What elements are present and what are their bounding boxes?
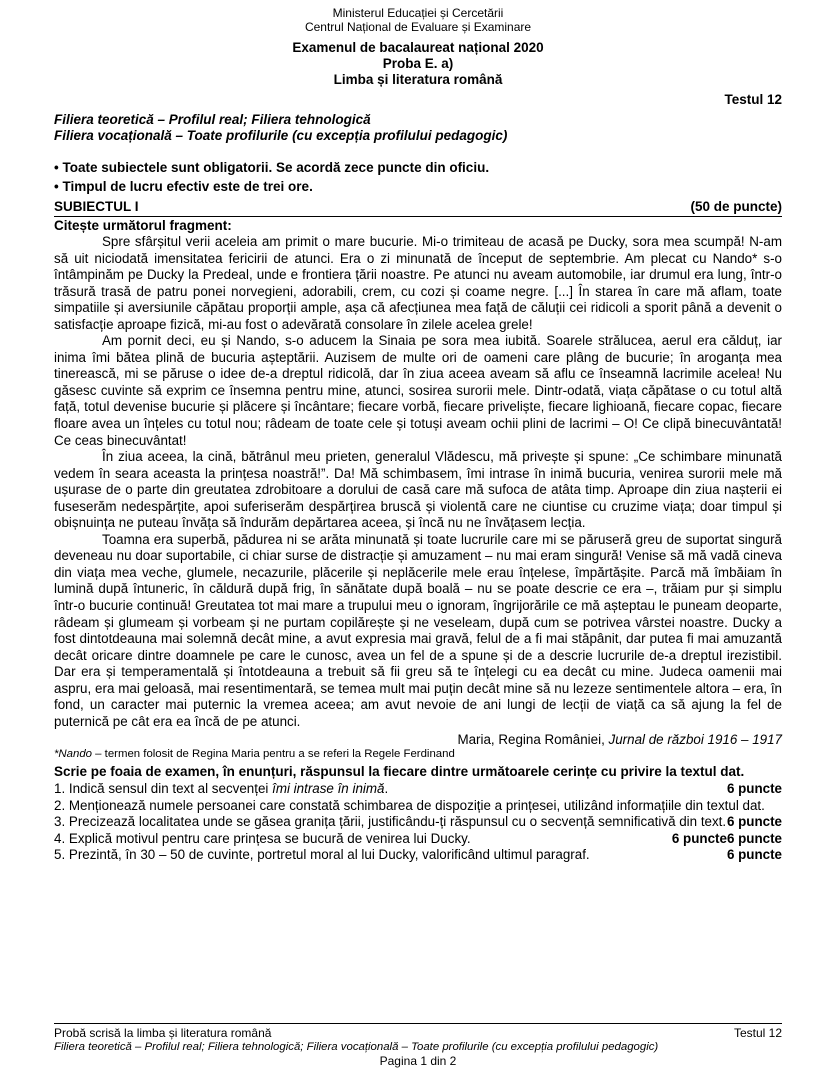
footer-filiera: Filiera teoretică – Profilul real; Filiera tehnologică; Filiera vocațională – Toate profilurile (cu excepția profilului pedagogic) <box>54 1041 659 1053</box>
subject-header <box>54 199 782 217</box>
footnote-text: – termen folosit de Regina Maria pentru a se referi la Regele Ferdinand <box>92 748 455 761</box>
fragment-text <box>54 234 782 730</box>
source-work: Jurnal de război 1916 – 1917 <box>608 732 782 748</box>
fragment-paragraph: Am pornit deci, eu și Nando, s-o aducem la Sinaia pe sora mea iubită. Soarele strălucea, aerul era călduț, iar inima îmi bătea plină de bucuria așteptării. Auzisem de multe ori de oameni care plâng de bucurie; în aroganța mea tinerească, mi se păruse o idee de-a dreptul ridicolă, dar în ziua aceea aveam să aflu ce înseamnă lacrimile acelea! Nu găsesc cuvinte să exprim ce însemna pentru mine, atunci, sosirea surorii mele. Dintr-odată, viața căpătase o cu totul altă față, totul devenise bucurie și plăcere și încântare; fiecare vorbă, fiecare priveliște, fiecare lighioană, fiecare copac, fiecare floare avea un înțeles cu totul nou; râdeam de toate cele și totuși aveam ochii plini de lacrimi – O! Ce clipă binecuvântată! Ce ceas binecuvântat! <box>54 333 782 448</box>
footer-exam-label: Probă scrisă la limba și literatura română <box>54 1026 272 1040</box>
center-name: Centrul Național de Evaluare și Examinare <box>304 20 532 34</box>
page-footer <box>54 1023 782 1068</box>
footer-test-number: Testul 12 <box>733 1026 782 1040</box>
footer-row <box>54 1026 782 1040</box>
requirement-text: 4. Explică motivul pentru care prințesa se bucură de venirea lui Ducky. <box>54 830 471 846</box>
test-number: Testul 12 <box>724 92 782 107</box>
proba-title: Proba E. a) <box>382 56 454 71</box>
exam-rules <box>54 158 782 196</box>
requirement-points: 6 puncte <box>726 830 782 846</box>
fragment-paragraph: Spre sfârșitul verii aceleia am primit o mare bucurie. Mi-o trimiteau de acasă pe Ducky, sora mea scumpă! N-am să uit niciodată imensitatea fericirii de atunci. Era o zi minunată de început de septembrie. Am plecat cu Nando* s-o întâmpinăm pe Ducky la Predeal, unde e frontiera țării noastre. Pe atunci nu aveam automobile, iar drumul era lung, într-o trăsură trasă de patru ponei norvegieni, adorabili, crem, cu cozi și coame negre. [...] În starea în care mă aflam, toate simpatiile și aversiunile căpătau proporții ample, așa că afecțiunea mea față de căluții cei ridicoli a sporit până a devenit o satisfacție aproape fizică, mi-au fost o adevărată consolare în zilele acelea grele! <box>54 234 782 332</box>
requirement-text: 3. Precizează localitatea unde se găsea granița țării, justificându-ți răspunsul cu o secvență semnificativă din text. <box>54 814 727 830</box>
exam-page <box>54 6 782 864</box>
subject-title: Limba și literatura română <box>333 72 503 87</box>
exam-title: Examenul de bacalaureat național 2020 <box>292 40 544 55</box>
requirement-points: 6 puncte <box>726 780 782 796</box>
requirement-tail: . <box>384 780 389 796</box>
source-author: Maria, Regina României, <box>457 732 609 748</box>
filiera-line-1: Filiera teoretică – Profilul real; Filiera tehnologică <box>54 112 371 127</box>
filiera-line-2: Filiera vocațională – Toate profilurile (cu excepția profilului pedagogic) <box>54 128 508 143</box>
requirement-text: 5. Prezintă, în 30 – 50 de cuvinte, portretul moral al lui Ducky, valorificând ultimul paragraf. <box>54 847 590 863</box>
rule-item: • Toate subiectele sunt obligatorii. Se acordă zece puncte din oficiu. <box>54 158 782 177</box>
requirements-list <box>54 781 782 864</box>
requirement-text: 2. Menționează numele persoanei care constată schimbarea de dispoziție a prințesei, utilizând informațiile din textul dat. <box>54 797 765 813</box>
requirement-item <box>54 831 782 848</box>
requirement-points: 6 puncte <box>726 814 782 830</box>
footnote <box>54 748 782 761</box>
subject-label: SUBIECTUL I <box>54 199 139 214</box>
task-instruction: Scrie pe foaia de examen, în enunțuri, răspunsul la fiecare dintre următoarele cerințe cu privire la textul dat. <box>54 764 745 780</box>
requirement-points: 6 puncte <box>671 830 727 846</box>
requirement-item <box>54 781 782 798</box>
subject-points: (50 de puncte) <box>690 199 782 214</box>
requirement-text: 1. Indică sensul din text al secvenței <box>54 780 273 796</box>
fragment-paragraph: Toamna era superbă, pădurea ni se arăta minunată și toate lucrurile care mi se păruseră greu de suportat singură deveneau nu doar suportabile, ci chiar surse de distracție și amuzament – nu mai eram singură! Venise să mă vadă cineva din viața mea veche, glumele, necazurile, plăcerile și neplăcerile mele erau înțelese, împărtășite. Parcă mă îmbăiam în lumină după întuneric, în căldură după frig, în sănătate după boală – nu se poate descrie ce era –, trăiam pur și simplu într-o bucurie continuă! Greutatea tot mai mare a trupului meu o ignoram, îngrijorările ce mă așteptau le puneam deoparte, râdeam și glumeam și vorbeam și ne purtam copilărește și ne veseleam, după cum se potrivea vârstei noastre. Ducky a fost dintotdeauna mai solemnă decât mine, a avut expresia mai gravă, felul de a fi mai stăpânit, dar putea fi mai amuzantă decât oricare dintre doamnele pe care le cunosc, avea un fel de a spune și de a descrie lucrurile de-a dreptul irezistibil. Dar era și temperamentală și întotdeauna a trebuit să fii greu să te înțelegi cu ea decât cu mine. Judeca oamenii mai aspru, era mai geloasă, mai resentimentară, se temea mult mai puțin decât mine să nu lezeze sentimentele altora – era, în fond, un caracter mai puternic la vremea aceea; am avut nevoie de ani lungi de lecții de viață ca să ajung la fel de puternică pe cât era ea încă de pe atunci. <box>54 531 782 729</box>
page-number: Pagina 1 din 2 <box>379 1054 457 1068</box>
fragment-source <box>54 731 782 748</box>
filiera-block <box>54 112 782 144</box>
ministry-name: Ministerul Educației și Cercetării <box>332 6 504 20</box>
reading-instruction: Citește următorul fragment: <box>54 218 232 233</box>
fragment-paragraph: În ziua aceea, la cină, bătrânul meu prieten, generalul Vlădescu, mă privește și spune: „Ce schimbare minunată vedem în seara aceasta la prințesa noastră!”. Da! Mă schimbasem, îmi intrase în inimă bucuria, venirea surorii mele mă ușurase de o parte din greutatea zdrobitoare a dorului de casă care mă sufoca de atâta timp. Aproape din ziua nașterii ei fuseserăm nedespărțite, apoi suferiserăm despărțirea bruscă și violentă care ne ciuntise cu cruzime viața; doar timpul și obișnuința ne puteau învăța să îndurăm depărtarea aceea, și încă nu ne învățasem lecția. <box>54 449 782 531</box>
rule-item: • Timpul de lucru efectiv este de trei ore. <box>54 177 782 196</box>
requirement-points: 6 puncte <box>726 847 782 863</box>
footnote-term: *Nando <box>54 748 92 761</box>
requirement-quote: îmi intrase în inimă <box>272 780 385 796</box>
requirement-item <box>54 847 782 864</box>
